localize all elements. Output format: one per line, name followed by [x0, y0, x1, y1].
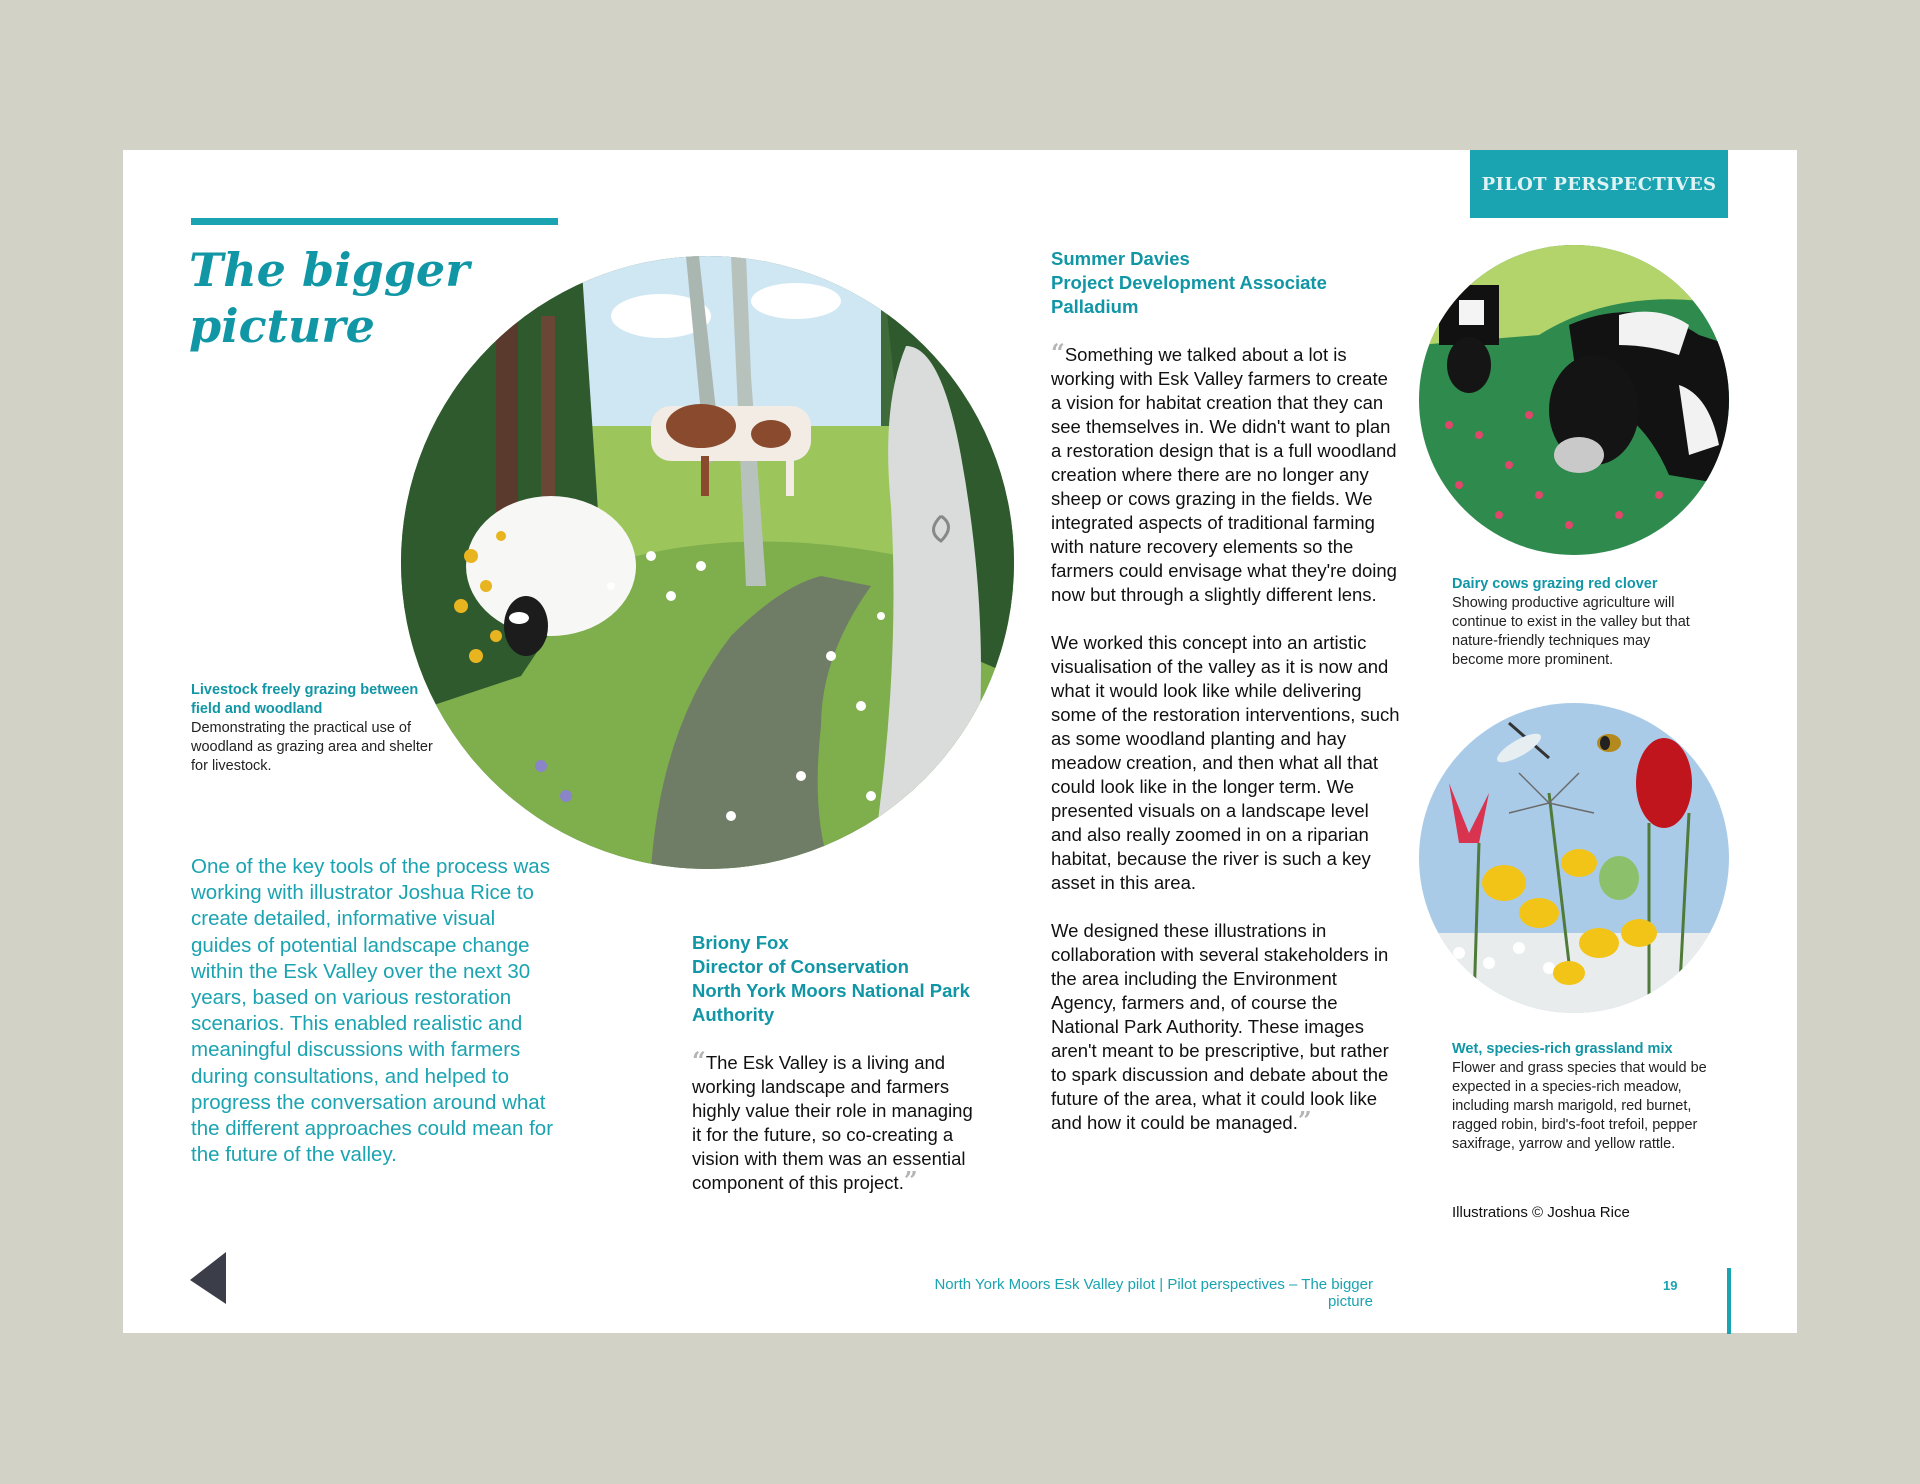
briony-org: North York Moors National Park Authority — [692, 980, 970, 1025]
footer-breadcrumb: North York Moors Esk Valley pilot | Pilot perspectives – The bigger picture — [934, 1276, 1373, 1310]
cows-caption-body: Showing productive agriculture will continue to exist in the valley but that nature-friendly techniques may become more prominent. — [1452, 595, 1690, 668]
close-quote-icon: ” — [903, 1166, 918, 1195]
footer-bar — [1727, 1268, 1731, 1334]
page-number: 19 — [1663, 1278, 1678, 1293]
briony-quote-text: The Esk Valley is a living and working landscape and farmers highly value their role in managing it for the future, so co-creating a vision with them was an essential component of this project. — [692, 1052, 973, 1193]
cows-caption — [1452, 575, 1692, 670]
briony-role: Director of Conservation — [692, 956, 909, 977]
briony-name: Briony Fox — [692, 932, 789, 953]
open-quote-icon: “ — [1051, 338, 1065, 367]
summer-quote — [1051, 338, 1401, 1159]
summer-role: Project Development Associate — [1051, 272, 1327, 293]
back-arrow-icon[interactable] — [190, 1252, 230, 1304]
section-tab: PILOT PERSPECTIVES — [1470, 150, 1728, 218]
summer-paragraph-text: We designed these illustrations in collaboration with several stakeholders in the area including the Environment Agency, farmers and, of course the National Park Authority. These images aren't meant to be prescriptive, but rather to spark discussion and debate about the future of the area, what it could look like and how it could be managed. — [1051, 920, 1389, 1133]
summer-attribution — [1051, 247, 1371, 319]
cows-caption-heading: Dairy cows grazing red clover — [1452, 576, 1658, 592]
main-caption-heading: Livestock freely grazing between field and woodland — [191, 682, 419, 717]
grassland-flowers-illustration — [1419, 703, 1729, 1013]
summer-org: Palladium — [1051, 296, 1139, 317]
flowers-caption-body: Flower and grass species that would be expected in a species-rich meadow, including marsh marigold, red burnet, ragged robin, bird's-foot trefoil, pepper saxifrage, yarrow and yellow rattle. — [1452, 1060, 1707, 1152]
flowers-caption-heading: Wet, species-rich grassland mix — [1452, 1041, 1673, 1057]
main-illustration-caption — [191, 681, 441, 776]
open-quote-icon: “ — [692, 1046, 706, 1075]
main-caption-body: Demonstrating the practical use of woodland as grazing area and shelter for livestock. — [191, 720, 433, 774]
intro-paragraph: One of the key tools of the process was working with illustrator Joshua Rice to create detailed, informative visual guides of potential landscape change within the Esk Valley over the next 30 years, based on various restoration scenarios. This enabled realistic and meaningful discussions with farmers during consultations, and helped to progress the conversation around what the different approaches could mean for the future of the valley. — [191, 855, 554, 1167]
briony-quote — [692, 1046, 987, 1195]
briony-attribution — [692, 931, 982, 1027]
summer-paragraph — [1051, 631, 1401, 895]
summer-paragraph — [1051, 338, 1401, 607]
summer-paragraph-text: Something we talked about a lot is working with Esk Valley farmers to create a vision for habitat creation that they can see themselves in. We didn't want to plan a restoration design that is a full woodland creation where there are no longer any sheep or cows grazing in the fields. We integrated aspects of traditional farming with nature recovery elements so the farmers could envisage what they're doing now but through a slightly different lens. — [1051, 344, 1397, 605]
title-rule — [191, 218, 558, 225]
woodland-grazing-illustration — [401, 256, 1014, 869]
summer-paragraph — [1051, 919, 1401, 1135]
dairy-cows-illustration — [1419, 245, 1729, 555]
summer-name: Summer Davies — [1051, 248, 1190, 269]
page-title: The bigger picture — [189, 243, 470, 353]
close-quote-icon: ” — [1297, 1106, 1312, 1135]
brochure-page — [123, 150, 1797, 1333]
illustration-credit: Illustrations © Joshua Rice — [1452, 1204, 1630, 1221]
summer-paragraph-text: We worked this concept into an artistic visualisation of the valley as it is now and what it would look like while delivering some of the restoration interventions, such as some woodland planting and hay meadow creation, and then what all that could look like in the longer term. We presented visuals on a landscape level and also really zoomed in on a riparian habitat, because the river is such a key asset in this area. — [1051, 632, 1400, 893]
flowers-caption — [1452, 1040, 1712, 1154]
